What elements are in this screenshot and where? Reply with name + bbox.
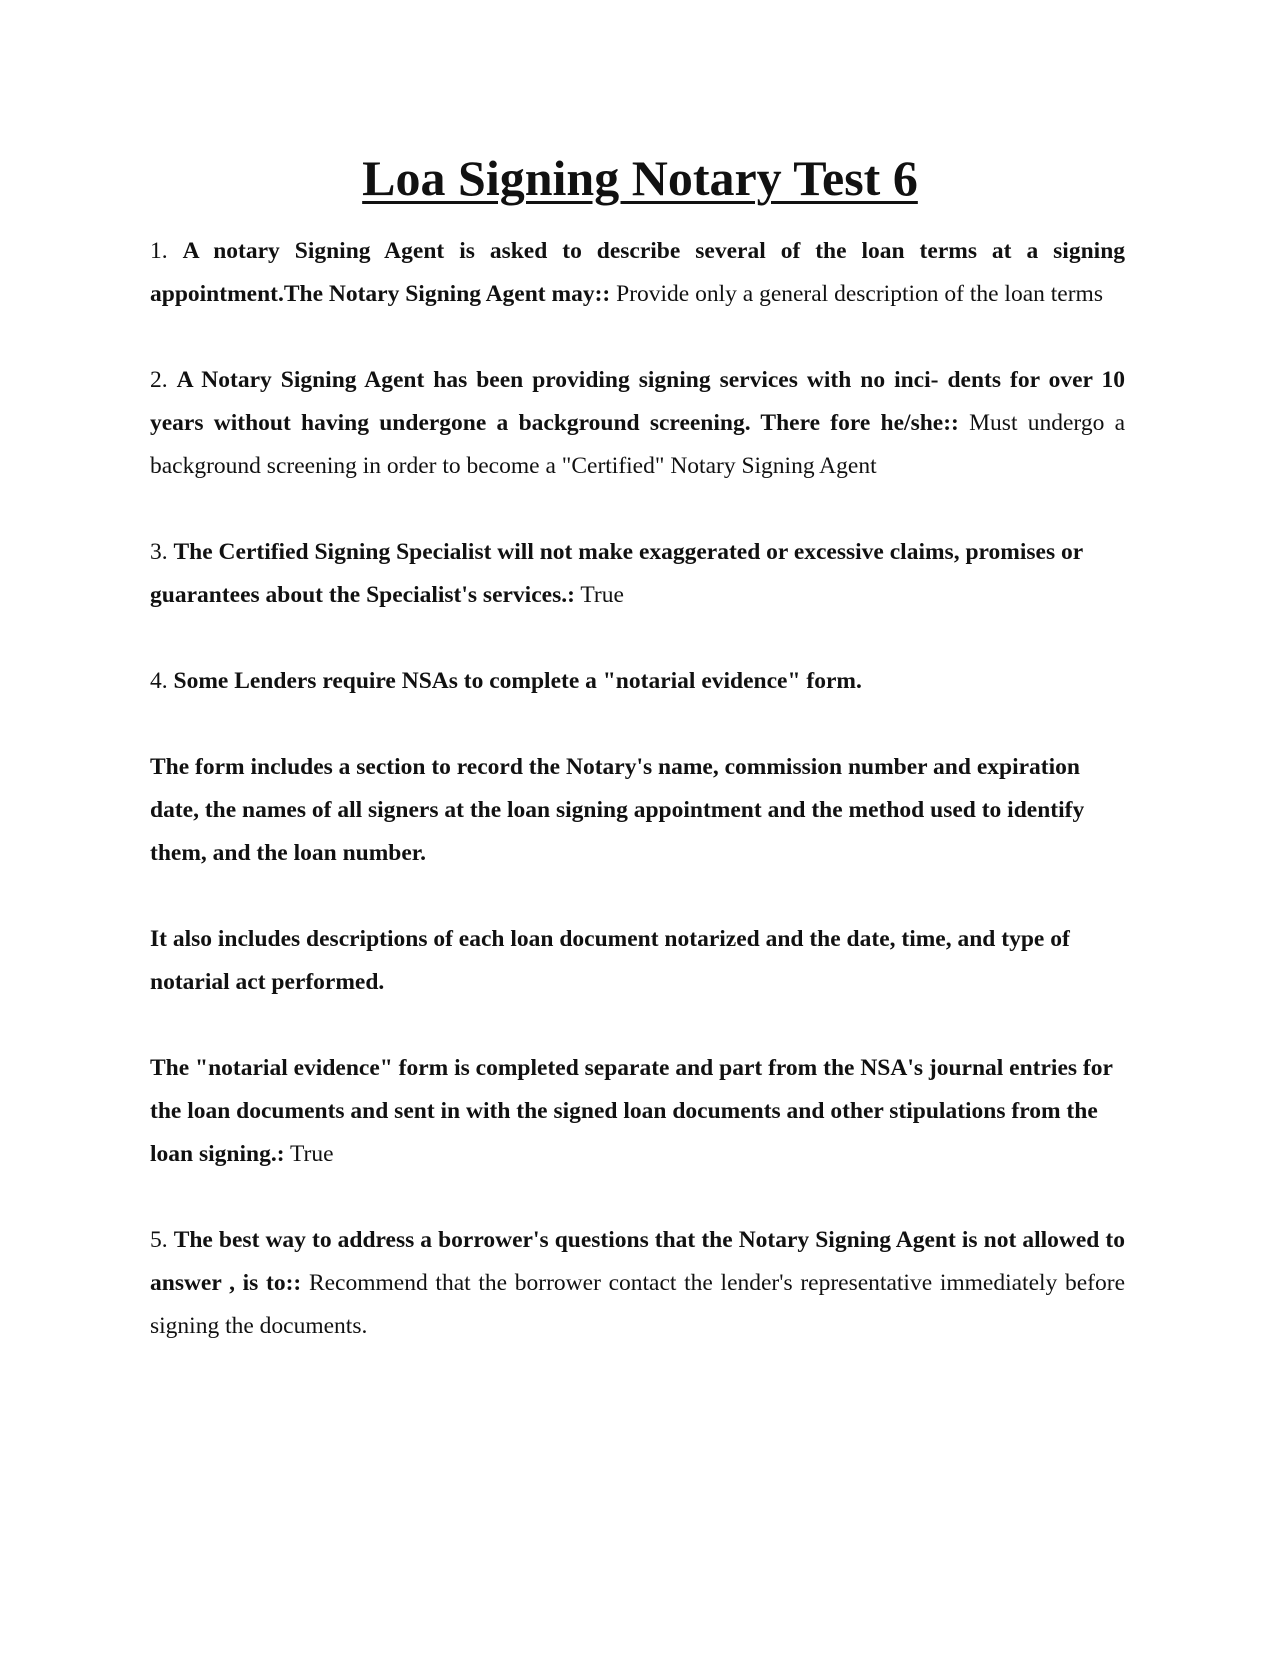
question-3 [150,531,1125,617]
question-2 [150,359,1125,488]
question-4-paragraph: The form includes a section to record the Notary's name, commission number and expiration date, the names of all signers at the loan signing appointment and the method used to identify them, and the loan number. [150,754,1085,866]
question-text: A Notary Signing Agent has been providing signing services with no inci- dents for over 10 years without having undergone a background screening. There fore he/she:: [150,367,1125,436]
question-4-final [150,1047,1125,1176]
question-text: A notary Signing Agent is asked to describe several of the loan terms at a signing appointment.The Notary Signing Agent may:: [150,238,1126,307]
answer-text: Provide only a general description of the loan terms [616,281,1103,307]
question-4-intro [150,660,1125,703]
answer-text: Must undergo a background screening in order to become a "Certified" Notary Signing Agent [150,410,1126,479]
question-number: 2. [150,367,168,393]
question-text: Some Lenders require NSAs to complete a "notarial evidence" form. [173,668,862,694]
question-text: The Certified Signing Specialist will not make exaggerated or excessive claims, promises or guarantees about the Specialist's services.: [150,539,1083,608]
question-number: 4. [150,668,168,694]
question-text: The "notarial evidence" form is completed separate and part from the NSA's journal entries for the loan documents and sent in with the signed loan documents and other stipulations from the loan signing.: [150,1055,1113,1167]
question-number: 5. [150,1227,168,1253]
question-text: The best way to address a borrower's questions that the Notary Signing Agent is not allowed to answer , is to:: [150,1227,1125,1296]
question-5 [150,1219,1125,1348]
answer-text: True [580,582,624,608]
answer-text: True [289,1141,334,1167]
page-title: Loa Signing Notary Test 6 [362,150,918,206]
question-4-paragraph: It also includes descriptions of each loan document notarized and the date, time, and type of notarial act performed. [150,926,1070,995]
questions-list [150,230,1125,1391]
question-number: 3. [150,539,168,565]
question-number: 1. [150,238,168,264]
answer-text: Recommend that the borrower contact the lender's representative immediately before signing the documents. [150,1270,1125,1339]
question-1 [150,230,1125,316]
